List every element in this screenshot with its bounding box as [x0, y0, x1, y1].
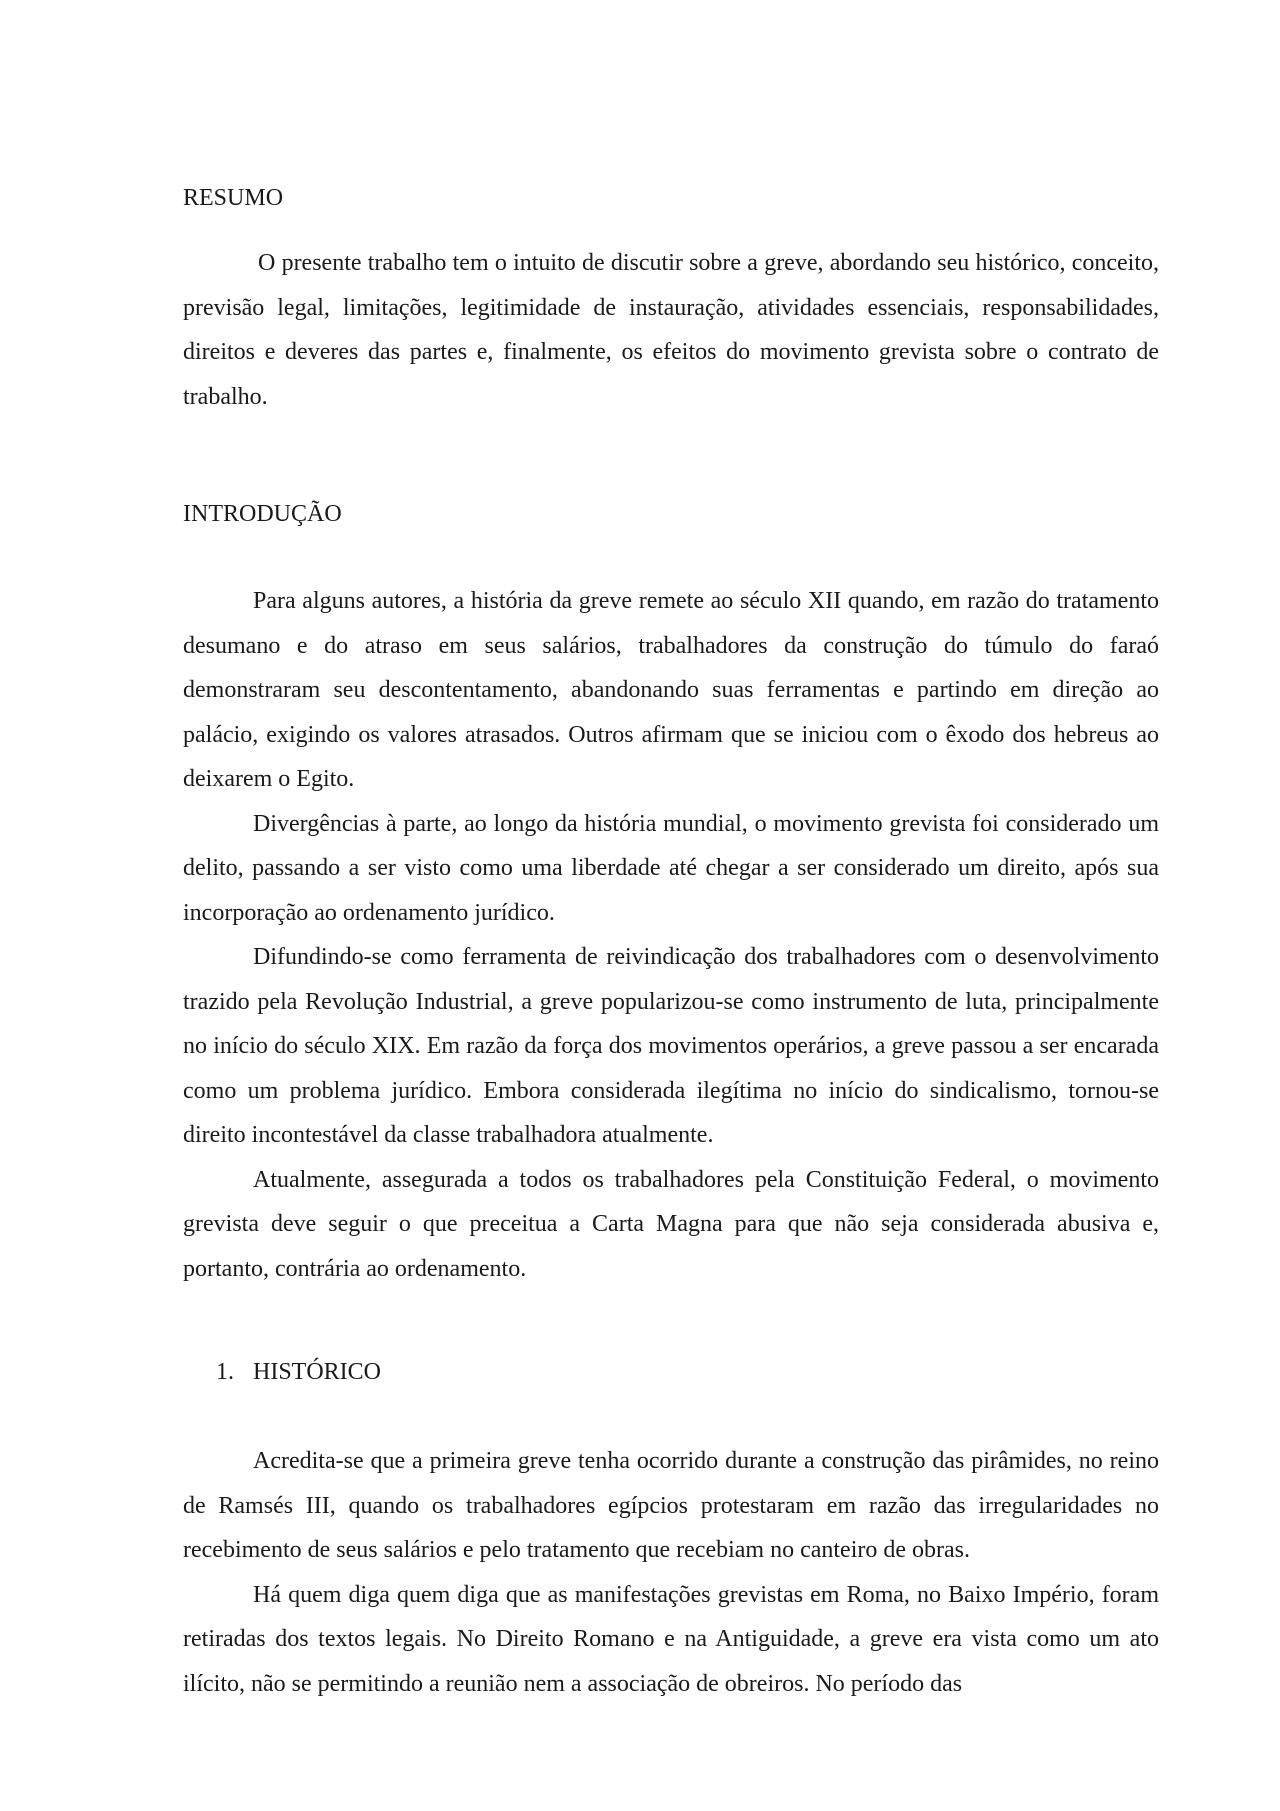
- resumo-paragraph: O presente trabalho tem o intuito de discutir sobre a greve, abordando seu histórico, conceito, previsão legal, limitações, legitimidade de instauração, atividades essenciais, responsabilidades, direitos e deveres das partes e, finalmente, os efeitos do movimento grevista sobre o contrato de trabalho.: [183, 250, 1159, 410]
- introducao-heading: INTRODUÇÃO: [183, 501, 342, 527]
- resumo-heading: RESUMO: [183, 185, 284, 211]
- resumo-section: [183, 241, 1159, 419]
- historico-heading: [183, 1357, 1159, 1387]
- historico-title: HISTÓRICO: [253, 1359, 382, 1385]
- historico-section-number: 1.: [216, 1359, 234, 1385]
- introducao-paragraph: Divergências à parte, ao longo da história mundial, o movimento grevista foi considerado um delito, passando a ser visto como uma liberdade até chegar a ser considerado um direito, após sua incorporação ao ordenamento jurídico.: [183, 810, 1159, 926]
- introducao-section: [183, 579, 1159, 1291]
- introducao-paragraph: Atualmente, assegurada a todos os trabalhadores pela Constituição Federal, o movimento grevista deve seguir o que preceitua a Carta Magna para que não seja considerada abusiva e, portanto, contrária ao ordenamento.: [183, 1166, 1159, 1282]
- historico-paragraph: Acredita-se que a primeira greve tenha ocorrido durante a construção das pirâmides, no reino de Ramsés III, quando os trabalhadores egípcios protestaram em razão das irregularidades no recebimento de seus salários e pelo tratamento que recebiam no canteiro de obras.: [183, 1448, 1159, 1563]
- historico-paragraph: Há quem diga quem diga que as manifestações grevistas em Roma, no Baixo Império, foram retiradas dos textos legais. No Direito Romano e na Antiguidade, a greve era vista como um ato ilícito, não se permitindo a reunião nem a associação de obreiros. No período das: [183, 1581, 1159, 1697]
- historico-section: [183, 1439, 1159, 1706]
- page-content: [183, 183, 1159, 1706]
- introducao-paragraph: Para alguns autores, a história da greve remete ao século XII quando, em razão do tratamento desumano e do atraso em seus salários, trabalhadores da construção do túmulo do faraó demonstraram seu descontentamento, abandonando suas ferramentas e partindo em direção ao palácio, exigindo os valores atrasados. Outros afirmam que se iniciou com o êxodo dos hebreus ao deixarem o Egito.: [183, 588, 1159, 792]
- introducao-paragraph: Difundindo-se como ferramenta de reivindicação dos trabalhadores com o desenvolvimento trazido pela Revolução Industrial, a greve popularizou-se como instrumento de luta, principalmente no início do século XIX. Em razão da força dos movimentos operários, a greve passou a ser encarada como um problema jurídico. Embora considerada ilegítima no início do sindicalismo, tornou-se direito incontestável da classe trabalhadora atualmente.: [183, 944, 1159, 1148]
